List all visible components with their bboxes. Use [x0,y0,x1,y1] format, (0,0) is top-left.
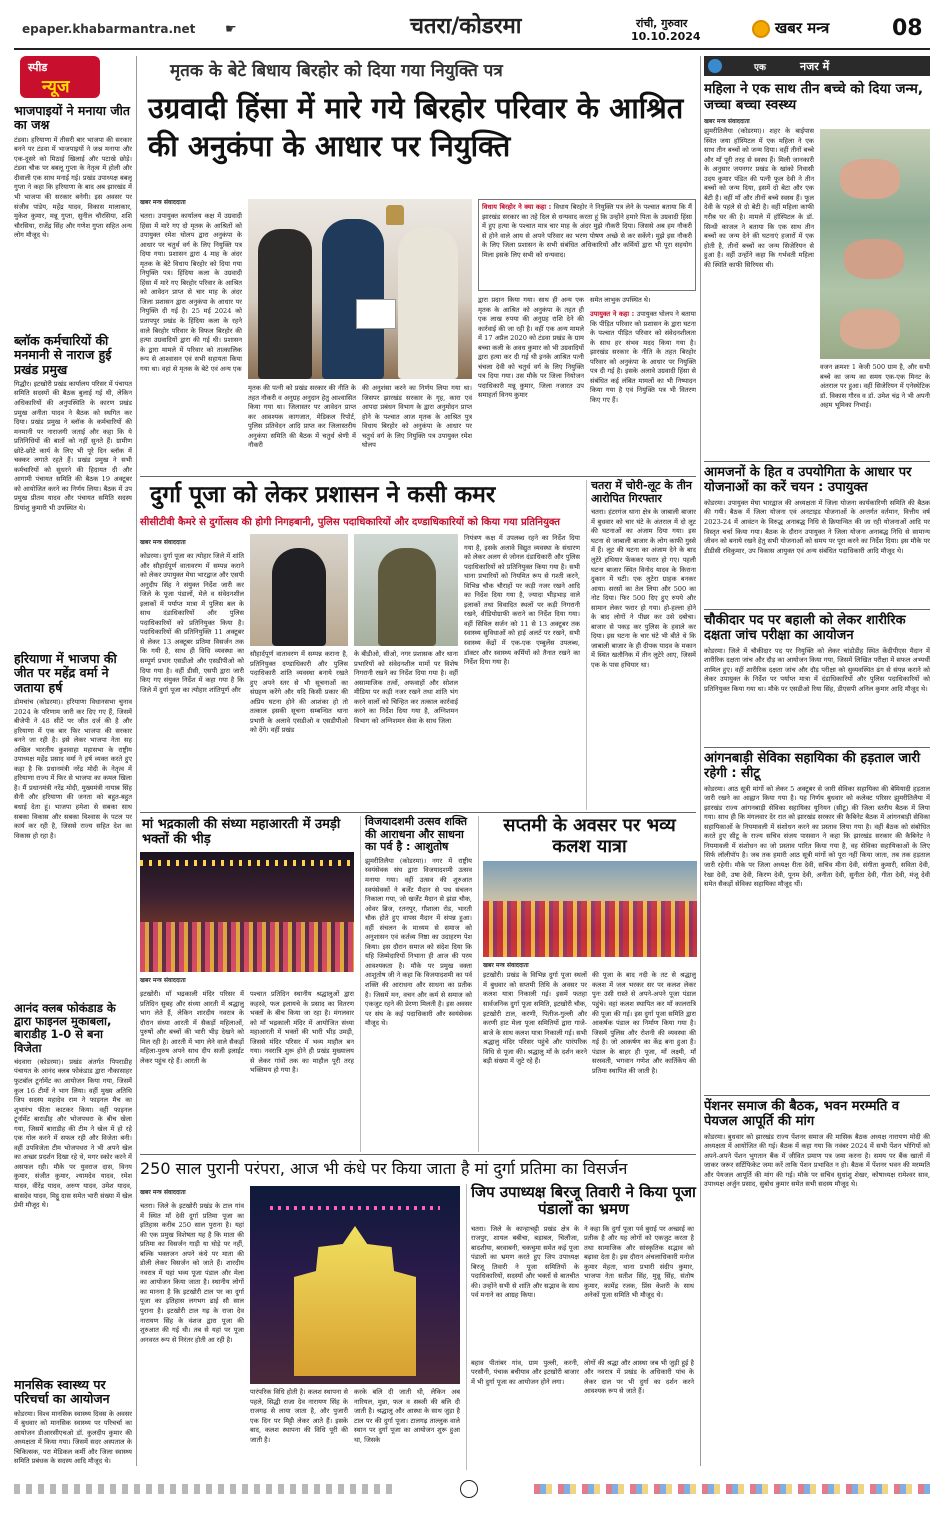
left-story-3-body: डोमचांच (कोडरमा)। हरियाणा विधानसभा चुनाव 2024 के परिणाम जारी कर दिए गए हैं, जिसमें बीजेपी ने 48 सीटें पर जीत दर्ज की है और हरियाणा में एक बार फिर भाजपा की सरकार बनने जा रही है। इसे लेकर भाजपा नेता सह अखिल भारतीय कुशवाहा महासभा के राष्ट्रीय उपाध्यक्ष महेंद्र प्रसाद वर्मा ने हर्ष व्यक्त करते हुए कहा है कि प्रधानमंत्री नरेंद्र मोदी के नेतृत्व में हरियाणा राज्य में फिर से भाजपा का कमल खिला है। मैं प्रधानमंत्री नरेंद्र मोदी, मुख्यमंत्री नायाब सिंह सैनी और हरियाणा की जनता को बहुत-बहुत बधाई देता हूं। भाजपा हमेशा से सबका साथ सबका विकास और सबका विश्वास के पटल पर कार्य कर रही है, जिससे राज्य सहित देश का विकास हो रहा है। [14,698,132,840]
bhadrakali-headline: मां भद्रकाली की संध्या महाआरती में उमड़ी भक्तों की भीड़ [142,817,341,847]
lead-story [140,56,696,476]
brand-name: खबर मन्त्र [775,19,830,37]
lead-col-5: समेत लाभुक उपस्थित थे। [590,296,651,304]
theft-headline: चतरा में चोरी-लूट के तीन आरोपित गिरफ्तार [591,479,692,505]
page-number: 08 [892,16,923,41]
lead-col-2: मृतक की पत्नी को प्रखंड सरकार की नीति के तहत नौकरी व अनुग्रह अनुदान हेतु आश्वासित किया गया था। जिलास्तर पर आवेदन प्राप्त कर आवश्यक कागजात, मेडिकल रिपोर्ट, पुलिस प्रतिवेदन आदि प्राप्त कर जिलास्तरीय अनुकंपा समिति की बैठक में चतुर्थ श्रेणी में नौकरी [248,384,356,450]
birju-col-4: लोगों की श्रद्धा और आस्था जब भी जुड़ी हुई है और नवरात्र में प्रखंड के अधिकारी पांच के लेकर दाल पर भी दुर्गा का दर्शन करने आवश्यक रूप से जाते हैं। [584,1358,694,1396]
saptami-col-1: इटखोरी। प्रखंड के विभिन्न दुर्गा पूजा स्थलों में बुधवार को सप्तमी तिथि के अवसर पर कलश यात्रा निकाली गई। इसमें फतहा सार्वजनिक दुर्गा पूजा समिति, इटखोरी चौक, इटखोरी टाल, करणी, पितीज-गुल्ली और करणी हाट मेला पूजा समितियों द्वारा गाजे-बाजे के साथ कलश यात्रा निकाली गई। सभी श्रद्धालु मंदिर परिसर पहुंचे और पारंपरिक विधि से पूजा की। श्रद्धालु माँ के दर्शन करने बड़ी संख्या में जुटे रहे हैं। [483,971,587,1066]
lead-bottom-rule [140,476,696,477]
visarjan-col-1: चतरा। जिले के इटखोरी प्रखंड के टाल गांव में स्थित माँ देवी दुर्गा प्रतिमा पूजा का इतिहास करीब 250 साल पुराना है। यहां की एक प्रमुख विशेषता यह है कि माता की प्रतिमा का विसर्जन गाड़ी या घोड़े पर नहीं, बल्कि भक्तजन अपने कंधे पर माता की डोली लेकर विसर्जन को जाते हैं। शारदीय नवरात्र में यहां भव्य पूजा पंडाल और मेला का आयोजन किया जाता है। स्थानीय लोगों का मानना है कि इटखोरी टाल पर का दुर्गा पूजा का इतिहास लगभग ढाई सौ साल पुराना है। इटखोरी टाल गढ़ के राजा देव नारायण सिंह के वंशज द्वारा पूजा की शुरुआत की गई थी। तब से यहां पर पूजा अनवरत रूप से निरंतर होती आ रही है। [140,1202,244,1344]
twins-byline: खबर मन्त्र संवाददाता [704,118,750,126]
saptami-headline: सप्तमी के अवसर पर भव्य कलश यात्रा [503,815,676,857]
visarjan-story [140,1158,696,1470]
left-column [14,56,132,1466]
theft-body: चतरा। हंटरगंज थाना क्षेत्र के जाबाली बाजार में बुधवार को चार घंटे के अंतराल में दो लूट की घटनाओं का अंजाम दिया गया। इस घटना से जाबाली बाजार के लोग काफी गुस्से में हैं। लूट की घटना का अंजाम देने के बाद लुटेरे हथियार फेंककर फरार हो गए। पहली घटना बाजार स्थित विनोद यादव के किराना दुकान में घटी। एक लुटेरा ग्राहक बनकर आया। सरसों का तेल लिया और 500 का नोट दिया। फिर 500 दिए हुए रुपये और सामान लेकर फरार हो गया। हो-हल्ला होने के बाद लोगों ने पीछा कर उसे दबोचा। बाजार से पकड़ कर पुलिस के हवाले कर दिया। इस घटना के चार घंटे भी बीते थे कि जाबाली बाजार के ही दीपक यादव के मकान में स्थित खतौनिक में तीन लुटेरे आए, जिसमें एक के पास हथियार था। [591,508,696,670]
speed-news-badge [20,56,100,98]
lead-byline: खबर मन्त्र संवाददाता [140,199,186,206]
birhor-quote-title: विधाय बिरहोर ने क्या कहा : [482,203,552,211]
durga-byline: खबर मन्त्र संवाददाता [140,539,186,546]
person-silhouette-3 [398,227,458,379]
registration-marks-left [14,1484,394,1494]
sp-silhouette [378,548,436,646]
baby-1 [840,159,900,199]
masthead-rule [14,48,930,50]
anganwadi-body: कोडरमा। आठ सूत्री मांगों को लेकर 5 अक्टूबर से जारी सेविका सहायिका की बेमियादी हड़ताल जारी रखने का आह्वान किया गया है। यह निर्णय बुधवार को कलेक्ट परिसर झुमरीतिलैया में झारखंड राज्य आंगनबाड़ी सेविका सहायिका यूनियन (सीटू) की जिला स्तरीय बैठक में लिया गया। साथ ही कि मंगलवार देर रात को झारखंड सरकार की कैबिनेट बैठक में आंगनबाड़ी सेविका सहायिकाओं के नियमावली में संशोधन करने का प्रस्ताव लिया गया है। वहीं बैठक को संबोधित करते हुए सीटू के राज्य सचिव संजय पासवान ने कहा कि झारखंड सरकार की कैबिनेट ने नियमावली में संशोधन का जो प्रस्ताव पारित किया गया है, वह सेविका सहायिकाओं के लिए सिर्फ लॉलीपॉप है। जब तक हमारी आठ सूत्री मांगों को पूरा नहीं किया जाता, तब तक हड़ताल जारी रहेगी। मौके पर जिला अध्यक्ष रीता देवी, सचिव मीना देवी, संगीता कुमारी, सविता देवी, रेखा देवी, उषा देवी, किरण देवी, पूनम देवी, अनीता देवी, सुनीता देवी, गीता देवी, मंजू देवी समेत सैकड़ों सेविका सहायिका मौजूद थीं। [704,784,930,889]
durga-col-2: सौहार्दपूर्ण वातावरण में सम्पन्न कराना है, प्रतिनियुक्त दण्डाधिकारी और पुलिस पदाधिकारी शांति व्यवस्था बनाये रखते हुए अपने स्तर से भी सूचनाओं का संग्रहण करेंगे और यदि किसी प्रकार की अप्रिय घटना होने की आशंका हो तो तत्काल इसकी सूचना सम्बन्धित थाना प्रभारी के अलावे एसडीओ व एसडीपीओ को देंगे। वहीं प्रखंड [250,650,348,735]
saptami-photo [483,861,697,957]
right-column [704,56,930,1468]
twins-headline: महिला ने एक साथ तीन बच्चे को दिया जन्म, जच्चा बच्चा स्वस्थ्य [704,81,923,113]
pandal-structure [294,1226,416,1376]
dc-photo [250,534,348,646]
saptami-col-2: की पूजा के बाद नदी के तट से श्रद्धालु कलश में जल भरकर सर पर कलश लेकर पुनः उसी रास्ते से अपने-अपने पूजा पंडाल पहुंचे। वहां कलश स्थापित कर माँ कालरात्रि की पूजा की गई। इस दुर्गा पूजा समिति द्वारा आकर्षक पंडाल का निर्माण किया गया है। जिसमें पुलिस और रोशनी की व्यवस्था की गई है। जो आकर्षण का केंद्र बना हुआ है। पंडाल के बाहर ही पूजा, माँ लक्ष्मी, माँ सरस्वती, भगवान गणेश और कार्तिकेय की प्रतिमा स्थापित की जाती है। [592,971,696,1075]
city-day: रांची, गुरुवार [636,17,688,30]
durga-subhead: सीसीटीवी कैमरे से दुर्गोत्सव की होगी निगहबानी, पुलिस पदाधिकारियों और दण्डाधिकारियों को किया गया प्रतिनियुक्त [140,517,560,528]
emblem-icon [386,205,404,225]
ek-nazar-tab [704,56,930,76]
person-silhouette-1 [258,229,312,379]
left-story-1-body: टंडवा। हरियाणा में तीसरी बार भाजपा की सरकार बनने पर टंडवा में भाजपाइयों ने जश्न मनाया और एक-दूसरे को मिठाई खिलाई और पटाखे छोड़े। टंडवा चौक पर बबलू गुप्ता के नेतृत्व में होली और दीवाली एक साथ मनाई गई। प्रखंड उपाध्यक्ष बबलू गुप्ता ने कहा कि हरियाणा के बाद अब झारखंड में भी भाजपा की सरकार बनेगी। इस अवसर पर संजीव पांडेय, महेंद्र यादव, विकास मालाकार, मुकेश कुमार, मन्नू गुप्ता, सुनील चौरसिया, शशि चौरसिया, राजेंद्र सिंह और गणेश गुप्ता सहित अन्य लोग मौजूद थे। [14,135,132,240]
chowkidar-body: कोडरमा। जिले में चौकीदार पद पर नियुक्ति को लेकर चांडोडीह स्थित केंदीपीएस मैदान में शारीरिक दक्षता जांच और दौड़ का आयोजन किया गया, जिसमें लिखित परीक्षा में सफल अभ्यर्थी शामिल हुए। वहीं शारीरिक दक्षता जांच और दौड़ परीक्षा को सुव्यवस्थित ढंग से संपन्न कराने को लेकर उपायुक्त के निर्देश पर पर्याप्त मात्रा में दंडाधिकारियों और पुलिस पदाधिकारियों को प्रतिनियुक्त किया गया था। मौके पर एसडीओ रिया सिंह, डीएसपी अनिल कुमार आदि मौजूद थे। [704,646,930,693]
chowkidar-headline: चौकीदार पद पर बहाली को लेकर शारीरिक दक्षता जांच परीक्षा का आयोजन [704,612,906,643]
dc-said [590,310,696,472]
crosshair-icon [460,1480,478,1498]
twins-body: झुमरीतिलैया (कोडरमा)। शहर के बाईपास स्थित जया हॉस्पिटल में एक महिला ने एक साथ तीन बच्चों को जन्म दिया। वहीं तीनों बच्चे और माँ पूरी तरह से स्वस्थ हैं। मिली जानकारी के अनुसार जयनगर प्रखंड के खांको निवासी उदय कुमार पंडित की पत्नी फूल देवी ने तीन बच्चों को जन्म दिया, इसमें दो बेटा और एक बेटी है। वहीं माँ और तीनों बच्चे स्वस्थ हैं। फूल देवी के पहले से दो बेटी है। वहीं महिला काफी गरीब घर की है। मामले में हॉस्पिटल के डॉ. सिन्धी काजल ने बताया कि एक साथ तीन बच्चों का जन्म देने की घटनाएं हजारों में एक होती है, तीनों बच्चों का जन्म सिजेरियन से हुआ है। वहीं उन्होंने कहा कि गर्भवती महिला की स्थिति काफी सिरियस थी। [704,127,814,269]
bhadrakali-photo [140,852,354,972]
birhor-quote-box [478,199,696,291]
newborns-photo [820,129,930,359]
saptami-story [478,816,696,1152]
anganwadi-headline: आंगनबाड़ी सेविका सहायिका की हड़ताल जारी रहेगी : सीटू [704,750,921,781]
registration-marks-right [534,1484,930,1494]
globe-icon [708,59,722,73]
bhadrakali-byline: खबर मन्त्र संवाददाता [140,977,186,984]
birju-col-3: बहाव पीतांबर गांव, ग्राम पुल्ली, करनी, परसौनी, पंचाक बचीयाव और इटखोरी बाजार में भी दुर्गा पूजा का आयोजन होने लगा। [471,1358,579,1386]
baby-2 [844,239,904,279]
dc-silhouette [272,548,326,646]
lead-col-1: चतरा। उपायुक्त कार्यालय कक्ष में उग्रवादी हिंसा में मारे गए दो मृतक के आश्रितों को उपायुक्त रमेश घोलप द्वारा अनुकंपा के आधार पर चतुर्थ वर्ग के लिए नियुक्ति पत्र दिया गया। प्रशासन द्वारा 4 माह के अंदर मृतक के बेटे विधाय बिरहोर को दिया गया नियुक्ति पत्र। हिंदिया कला के उग्रवादी हिंसा में मारे गए बिरहोर परिवार के आश्रित को आवेदन प्राप्त से चार माह के अंदर जिला प्रशासन द्वारा अनुकंपा के आधार पर नियुक्ति दी गई है। 25 मई 2024 को प्रतापपुर प्रखंड के हिंदिया कला के रहने वाले बिरहोर परिवार के विफल बिरहोर की हत्या उग्रवादियों द्वारा की गई थी। प्रशासन के द्वारा मामले में परिवार को तात्कालिक रूप से आश्वासन एवं सभी सहायता किया गया था। वहां से मृतक के बेटे एवं अन्य एक [140,212,242,373]
left-story-4-title: आनंद क्लब फोकंडाड के द्वारा फाइनल मुकाबला, बाराडीह 1-0 से बना विजेता [14,1001,116,1055]
left-story-5-title: मानसिक स्वास्थ्य पर परिचर्चा का आयोजन [14,1376,110,1407]
visarjan-headline: 250 साल पुरानी परंपरा, आज भी कंधे पर किया जाता है मां दुर्गा प्रतिमा का विसर्जन [140,1159,628,1178]
saptami-byline: खबर मन्त्र संवाददाता [483,962,529,970]
durga-col-3: के बीडीओ, सीओ, नगर प्रशासक और थाना प्रभारियों को संवेदनशील मामों पर विशेष निगरानी रखने का निर्देश दिया गया है। वहीं असामाजिक तत्वों, अफवाहों और सोशल मीडिया पर कड़ी नजर रखने तथा शांति भंग करने वालों को चिन्हित कर तत्काल कार्रवाई करने का निर्देश दिया गया है, अग्निशमन विभाग को अग्निशमन सेवा के साथ जिला [354,650,458,725]
issue-date: 10.10.2024 [631,30,701,43]
pandal-lights [270,1206,440,1210]
baby-3 [840,309,900,349]
bhadrakali-col-1: इटखोरी। माँ भद्रकाली मंदिर परिसर में प्रतिदिन सुबह और संध्या आरती में श्रद्धालु भाग लेते हैं, लेकिन शारदीय नवरात्र के दौरान संध्या आरती में सैकड़ों महिलाओं, पुरुषों और बच्चों की भारी भीड़ देखने को मिल रही है। आरती में भाग लेने वाले सैकड़ों महिला-पुरुष अपने साथ दीप सजी इलाईट लेकर पहुंच रहे हैं। आरती के [140,990,244,1065]
lead-headline: उग्रवादी हिंसा में मारे गये बिरहोर परिवार के आश्रित की अनुकंपा के आधार पर नियुक्ति [148,91,684,163]
temple-lights [140,860,354,866]
durga-headline: दुर्गा पूजा को लेकर प्रशासन ने कसी कमर [150,482,496,508]
left-story-3-title: हरियाणा में भाजपा की जीत पर महेंद्र वर्मा ने जताया हर्ष [14,650,117,695]
lead-col-4: द्वारा प्रदान किया गया। साथ ही अन्य एक मृतक के आश्रित को अनुकंपा के तहत ही एक लाख रुपया की अनुग्रह राशि देने की कार्रवाई की जा रही है। वहीं एक अन्य मामले में 17 अप्रैल 2020 को टंडवा प्रखंड के ग्राम बच्चा कली के अवध कुमार को भी उग्रवादियों द्वारा हत्या कर दी गई थी इनके आश्रित पत्नी चंचला देवी को चतुर्थ वर्ग के लिए नियुक्ति पत्र दिया गया। उस मौके पर जिला नियोजन पदाधिकारी मन्नू कुमार, जिला नजारत उप समाहर्ता विनय कुमार [478,296,584,400]
visarjan-col-3: करके बलि दी जाती थी, लेकिन अब नारियल, मुन्ना, फल व सब्जी की बलि दी जाती है। श्रद्धालु और आस्था के साथ जुड़ा है टाल पर की दुर्गा पूजा। टालगढ़ ताल्लुक वाले स्थान पर दुर्गा पूजा का आयोजन शुरू हुआ था, जिसके [354,1388,460,1444]
lead-col-3: की अनुशंसा करने का निर्णय लिया गया था। जिसपर झारखंड सरकार के गृह, कारा एवं आपदा प्रबंधन विभाग के द्वारा अनुमोदन प्राप्त होने के पश्चात आज मृतक के आश्रित पुत्र विधाय बिरहोर को अनुकंपा के आधार पर चतुर्थ वर्ग के लिए नियुक्ति पत्र उपायुक्त रमेश घोलप [362,384,472,450]
yojana-body: कोडरमा। उपायुक्त मेघा भारद्वाज की अध्यक्षता में जिला योजना कार्यकारिणी समिति की बैठक की गयी। बैठक में जिला योजना एवं अनटाइड योजनाओं के अन्तर्गत वर्तमान, वित्तीय वर्ष 2023-24 में आवंटन के विरुद्ध अनाबद्ध निधि से क्रियान्वित की जा रही योजनाओं आदि पर विस्तृत चर्चा किया गया। बैठक के दौरान उपायुक्त ने जिला योजना अनाबद्ध निधि से सामान्य जीवन को बनाये रखने हेतु सभी योजनाओं को समय पर पूरा करने का निर्देश दिया। इस मौके पर डीडीसी रविकुमार, उप विकास आयुक्त एवं अन्य संबंधित पदाधिकारी आदि मौजूद थे। [704,498,930,555]
durga-col-4: नियंत्रण कक्ष में उपलब्ध रहने का निर्देश दिया गया है, इसके अलावे विद्युत व्यवस्था के संधारण को लेकर अलग से जोनल दंडाधिकारी और पुलिस पदाधिकारियों को प्रतिनियुक्त किया गया है। सभी थाना प्रभारियों को नियमित रूप से गश्ती करने, विभिन्न चौक चौराहों पर कड़ी नजर रखने आदि का निर्देश दिया गया है, ज्यादा भीड़भाड़ वाले इलाकों तथा विवादित स्थलों पर कड़ी निगरानी रखने, वीडियोग्राफी कराने का निर्देश दिया गया। वहीं सिविल सर्जन को 11 से 13 अक्टूबर तक स्वास्थ्य सुविधाओं को हाई अलर्ट पर रखने, सभी स्वास्थ्य केंद्रों में एक-एक एम्बुलेंस उपलब्ध, डॉक्टर और स्वास्थ्य कर्मियों को तैनात रखने का निर्देश दिया गया है। [464,534,580,667]
cursor-icon: ☛ [225,22,237,37]
website-url[interactable]: epaper.khabarmantra.net [22,22,196,36]
appointment-letter [356,299,396,329]
procession-band [483,901,697,957]
birju-headline: जिप उपाध्यक्ष बिरजू तिवारी ने किया पूजा पंडालों का भ्रमण [471,1183,696,1219]
left-story-2-title: ब्लॉक कर्मचारियों की मनमानी से नाराज हुई प्रखंड प्रमुख [14,332,112,377]
birju-story [466,1184,696,1470]
visarjan-byline: खबर मन्त्र संवाददाता [140,1189,186,1196]
tab-label: एक [754,63,766,73]
pension-body: कोडरमा। बुधवार को झारखंड राज्य पेंशनर समाज की मासिक बैठक अध्यक्ष नारायण मोदी की अध्यक्षता में आयोजित की गई। बैठक में कहा गया कि नवंबर 2024 में सभी पेंशन भोगियों को अपने-अपने पेंशन भुगतान बैंक में जीवित प्रमाण पत्र जमा करना है। समय पर बैंक खातों में जाकर जरूर सर्टिफिकेट जमा करें ताकि पेंशन प्रभावित न हो। बैठक में पेंशनर भवन की मरम्मति और पेयजल आपूर्ति की मांग की गई। मौके पर सचिव सुधांशु शेखर, कोषाध्यक्ष रामेश्वर साव, उपाध्यक्ष अर्जुन प्रसाद, सुबोध कुमार समेत सभी सदस्य मौजूद थे। [704,1132,930,1189]
vijaya-headline: विजयादशमी उत्सव शक्ति की आराधना और साधना का पर्व है : आशुतोष [365,815,467,854]
badge-bottom: न्यूज [42,77,70,97]
saptami-bottom-rule [140,1154,696,1155]
vijaya-body: झुमरीतिलैया (कोडरमा)। नगर में राष्ट्रीय स्वयंसेवक संघ द्वारा विजयादशमी उत्सव मनाया गया। वहीं उत्सव की शुरुआत स्वयंसेवकों ने बर्जेंट मैदान से पथ संचलन निकाला गया, जो खर्जेंट मैदान से झंडा चौक, ओवर ब्रिज, रतनपुर, गौशाला रोड, भारती चौक होते हुए वापस मैदान में संपन्न हुआ। वहीं संचलन के माध्यम से समाज को अनुशासन एवं कर्तव्य निष्ठा का उदाहरण पेश किया। इस दौरान समाज को संदेश दिया कि यहि जिम्मेदारियों निभाना ही आज की परम आवश्यकता है। मौके पर प्रमुख वक्ता आशुतोष जी ने कहा कि विजयादशमी का पर्व शक्ति की आराधना और साधना का प्रतीक है। जिसमें मन, वचन और कर्म से समाज को एकजुट रहने की प्रेरणा मिलती है। इस अवसर पर संघ के कई पदाधिकारी और स्वयंसेवक मौजूद थे। [365,856,472,1028]
durga-col-1: कोडरमा। दुर्गा पूजा का त्योहार जिले में शांति और सौहार्दपूर्ण वातावरण में सम्पन्न कराने को लेकर उपायुक्त मेघा भारद्वाज और एसपी अनुदीप सिंह ने संयुक्त निर्देश जारी कर जिले के पूजा पंडालों, मेले व संवेदनशील इलाकों में पर्याप्त मात्रा में पुलिस बल के साथ दंडाधिकारियों और पुलिस पदाधिकारियों को प्रतिनियुक्त किया है। पदाधिकारियों की प्रतिनियुक्ति 11 अक्टूबर से लेकर 13 अक्टूबर प्रतिमा विसर्जन तक कि गयी है, साथ ही विधि व्यवस्था का सम्पूर्ण प्रभार एसडीओ और एसडीपीओ को दिया गया है। वहीं डीसी, एसपी द्वारा जारी किए गए संयुक्त निर्देश में कहा गया है कि जिले में दुर्गा पूजा का त्योहार शांतिपूर्ण और [140,552,244,694]
section-title: चतरा/कोडरमा [410,14,522,39]
left-story-2-body: गिद्धौर। इटखोरी प्रखंड कार्यालय परिसर में पंचायत समिति सदस्यों की बैठक बुलाई गई थी, लेकिन अधिकारियों की अनुपस्थिति के कारण प्रखंड प्रमुख अनीता यादव ने बैठक को स्थगित कर दिया। प्रखंड प्रमुख ने ब्लॉक के कर्मचारियों की मनमानी पर नाराजगी जताई और कहा कि ये प्रतिनिधियों की बातों को नहीं सुनते हैं। ग्रामीण छोटे-छोटे कार्य के लिए भी पूरे दिन ब्लॉक में चक्कर लगाते रहते हैं। प्रखंड प्रमुख ने सभी कर्मचारियों को सुधरने की हिदायत दी और आगामी पंचायत समिति की बैठक 19 अक्टूबर को आयोजित करने का निर्णय लिया। बैठक में उप प्रमुख प्रीतम यादव और पंचायत समिति सदस्य प्रियांशु कुमारी भी उपस्थित थे। [14,379,132,512]
yojana-headline: आमजनों के हित व उपयोगिता के आधार पर योजनाओं का करें चयन : उपायुक्त [704,465,912,495]
pension-headline: पेंशनर समाज की बैठक, भवन मरम्मति व पेयजल आपूर्ति की मांग [704,1098,900,1129]
bhadrakali-col-2: पश्चात प्रतिदिन स्थानीय श्रद्धालुओं द्वारा कहरवे, फल इलायचे के प्रसाद का वितरण भक्तों के बीच किया जा रहा है। मंगलवार को माँ भद्रकाली मंदिर में आयोजित संध्या महाआरती में भक्तों की भारी भीड़ उमड़ी, जिससे मंदिर परिसर में भव्य माहौल बन गया। नवरात्रि शुरू होने ही प्रखंड मुख्यालय से लेकर गांवों तक का माहौल पूरी तरह भक्तिमय हो गया है। [250,990,354,1075]
badge-top: स्पीड [28,61,48,74]
right-column-divider [700,56,701,1466]
visarjan-col-2: पारंपरिक विधि होती है। कलश स्थापना से पहले, सिद्धी राजा देव नारायण सिंह के राजगढ़ से लाया जाता है, और पुजारी एक दिन पर मिट्टी लेकर आते हैं। इसके बाद, कलश स्थापना की विधि पूरी की जाती है। [250,1388,348,1444]
theft-story [586,480,696,810]
left-story-1-title: भाजपाइयों ने मनाया जीत का जश्न [14,103,131,133]
birju-col-1: चतरा। जिले के कान्हाचट्टी प्रखंड क्षेत्र के राजपुर, शायल बबीचा, बड़ाबल, चिलौंजा, बादशीया, बरवाबनी, चकचुमा समेत कई पूजा पंडालों का भ्रमण करते हुए जिप उपाध्यक्ष बिरजू तिवारी ने पूजा समितियों के पदाधिकारियों, सदस्यों और भक्तों से बातचीत की। उन्होंने सभी से शांति और सद्भाव के साथ पर्व मनाने का आग्रह किया। [471,1224,579,1300]
left-story-5-body: कोडरमा। विश्व मानसिक स्वास्थ्य दिवस के अवसर में बुधवार को मानसिक स्वास्थ्य पर परिचर्चा का आयोजन डीआरसीएचओ डॉ. कुलदीप कुमार की अध्यक्षता में किया गया। जिसमें सदर अस्पताल के चिकित्सक, परा मेडिकल कर्मी और जिला स्वास्थ्य समिति प्रबंधक के सदस्य आदि मौजूद थे। [14,1409,132,1466]
brand-logo-icon [752,20,770,38]
birhor-quote-body: विधाय बिरहोर ने नियुक्ति पत्र लेने के पश्चात बताया कि मैं झारखंड सरकार का तहे दिल से धन्यवाद करता हूं कि उन्होंने हमारे पिता के उग्रवादी हिंसा में हुए हत्या के पश्चात मात्र चार माह के अंदर मुझे नौकरी दिया। जिससे अब हम नौकरी से होने वाले आय से अपने परिवार का भरण पोषण अच्छे से कर सकेंगे। मुझे इस नौकरी के लिए जिला प्रशासन के सभी संबंधित अधिकारियों और कर्मियों द्वारा भी पूरा सहयोग मिला इसके लिए सभी को धन्यवाद। [482,203,692,259]
vijaya-story [360,816,472,1152]
dc-said-title: उपायुक्त ने कहा : [590,310,635,318]
crowd-band [140,922,354,972]
masthead [0,0,945,52]
tab-title: नजर में [800,60,830,73]
bhadrakali-story [140,816,354,1152]
registration-strip [14,1478,930,1500]
lead-photo [248,199,472,379]
left-story-4-body: चंदवारा (कोडरमा)। प्रखंड अंतर्गत पिपराडीह पंचायत के आनंद क्लब फोकंडाड द्वारा नौकासाहर फुटबॉल टूर्नामेंट का आयोजन किया गया, जिसमें कुल 16 टीमों ने भाग लिया। वहीं मुख्य अतिथि जिप सदस्य महादेव राम ने फाइनल मैच का शुभारंभ फीता काटकर किया। वहीं फाइनल टूर्नामेंट बाराडीह और भोजपथरा के बीच खेला गया, जिसमें बाराडीह की टीम ने खेल में हो रहे एक गोल करने में सफल रही और विजेता बनी। वहीं उपविजेता टीम भोजपथरा ने भी अपने खेल का अच्छा प्रदर्शन दिखा रहे थे, मगर स्कोर करने में असफल रही। मौके पर युवराज दास, विनय कुमार, संजीत कुमार, श्यामदेव यादव, रमेश यादव, वीरेंद्र यादव, अरुण यादव, उमेश यादव, बासदेव यादव, मिट्ठू दास समेत भारी संख्या में खेल प्रेमी मौजूद थे। [14,1057,132,1210]
birju-col-2: ने कहा कि दुर्गा पूजा पर्व बुराई पर अच्छाई का प्रतीक है और यह लोगों को एकजुट करता है तथा सामाजिक और सांस्कृतिक सद्भाव को बढ़ावा देता है। इस दौरान अंचलाधिकारी मनोज कुमार मेहता, थाना प्रभारी संदीप कुमार, भाजपा नेता सतीश सिंह, मुन्नू सिंह, संतोष कुमार, कामेंद्र रजक, प्रिंस केशरी के साथ अनेकों पूजा समिति भी मौजूद थे। [584,1224,694,1300]
durga-bottom-rule [140,812,696,813]
lead-kicker: मृतक के बेटे बिधाय बिरहोर को दिया गया नियुक्ति पत्र [170,61,503,81]
left-column-divider [136,56,137,1466]
pandal-photo [250,1186,460,1384]
twins-caption: वजन क्रमशः 1 केजी 500 ग्राम है, और सभी बच्चे का जन्म का समय एक-एक मिनट के अंतराल पर हुआ। वहीं सिजेरियन में एनेस्थेटिक डॉ. विकास गौरव व डॉ. उमेश चंद्र ने भी अपनी अहम भूमिका निभाई। [820,363,930,410]
durga-story [140,480,580,810]
sp-photo [354,534,458,646]
dc-said-body: उपायुक्त घोलप ने बताया कि पीड़ित परिवार को प्रशासन के द्वारा घटना के पश्चात पीड़ित परिवार को संवेदनशीलता के साथ हर संभव मदद किया गया है। झारखंड सरकार के नीति के तहत बिरहोर परिवार को अनुकंपा के आधार पर नियुक्ति पत्र दी गई है। इसके अलावे उग्रवादी हिंसा से संबंधित कई लंबित मामलों का भी निष्पादन किया गया है एवं नियुक्ति पत्र भी वितरण किए गए हैं। [590,310,696,404]
